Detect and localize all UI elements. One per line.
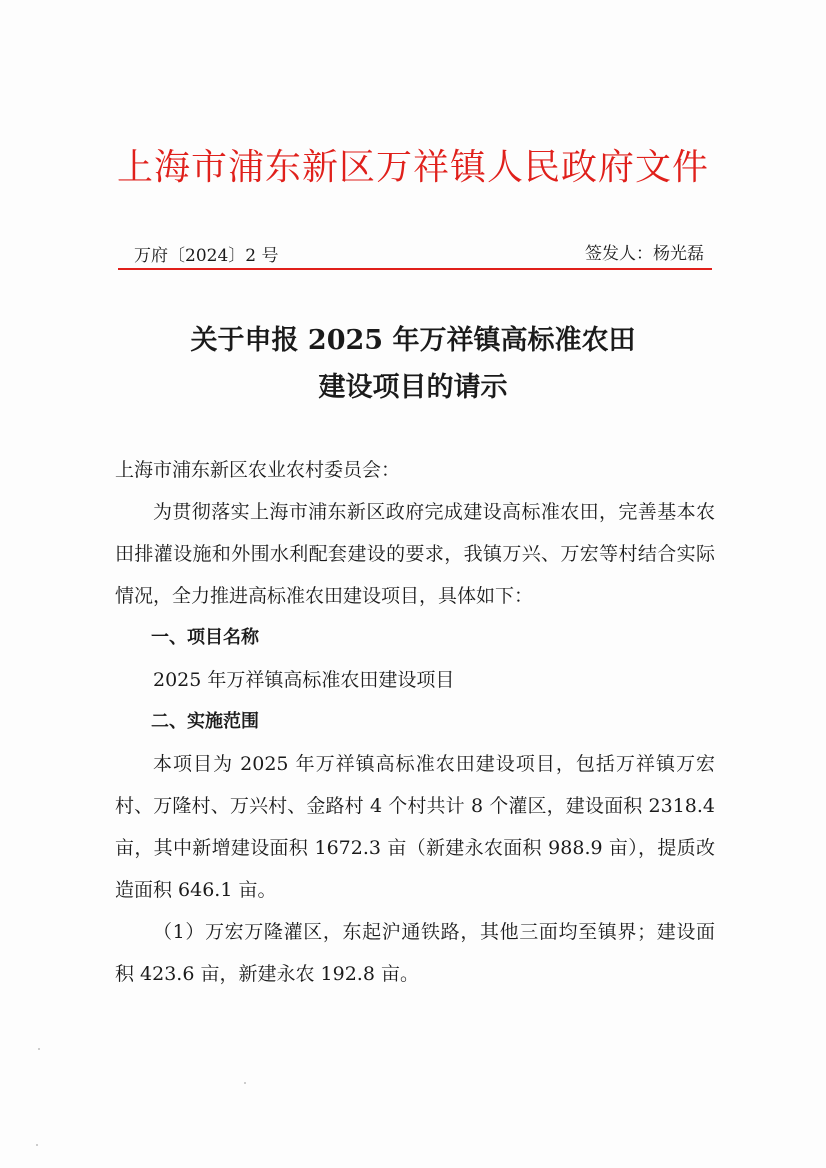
section-heading-project-name: 一、项目名称 bbox=[151, 627, 259, 648]
scope-paragraph: 本项目为 2025 年万祥镇高标准农田建设项目，包括万祥镇万宏村、万隆村、万兴村、金路村 4 个村共计 8 个灌区，建设面积 2318.4 亩，其中新增建设面积 1672.3 亩（新建永农面积 988.9 亩），提质改造面积 646.1 亩。 bbox=[115, 753, 715, 901]
signer: 签发人：杨光磊 bbox=[585, 244, 704, 264]
subject-title-line-1: 关于申报 2025 年万祥镇高标准农田 bbox=[190, 325, 636, 356]
scan-speck bbox=[244, 1082, 246, 1084]
document-body bbox=[115, 449, 715, 995]
scan-speck bbox=[38, 1048, 40, 1050]
addressee: 上海市浦东新区农业农村委员会： bbox=[115, 459, 401, 481]
red-divider-line bbox=[118, 268, 712, 270]
section-heading-scope: 二、实施范围 bbox=[151, 711, 259, 732]
project-name-text: 2025 年万祥镇高标准农田建设项目 bbox=[153, 669, 455, 691]
subject-title-line-2: 建设项目的请示 bbox=[318, 372, 508, 403]
document-number: 万府〔2024〕2 号 bbox=[134, 246, 279, 266]
scan-speck bbox=[36, 1144, 38, 1146]
intro-paragraph: 为贯彻落实上海市浦东新区政府完成建设高标准农田，完善基本农田排灌设施和外围水利配套建设的要求，我镇万兴、万宏等村结合实际情况，全力推进高标准农田建设项目，具体如下： bbox=[115, 501, 715, 607]
issuing-authority-title: 上海市浦东新区万祥镇人民政府文件 bbox=[116, 147, 709, 188]
irrigation-area-item-1: （1）万宏万隆灌区，东起沪通铁路，其他三面均至镇界；建设面积 423.6 亩，新建永农 192.8 亩。 bbox=[115, 921, 715, 985]
